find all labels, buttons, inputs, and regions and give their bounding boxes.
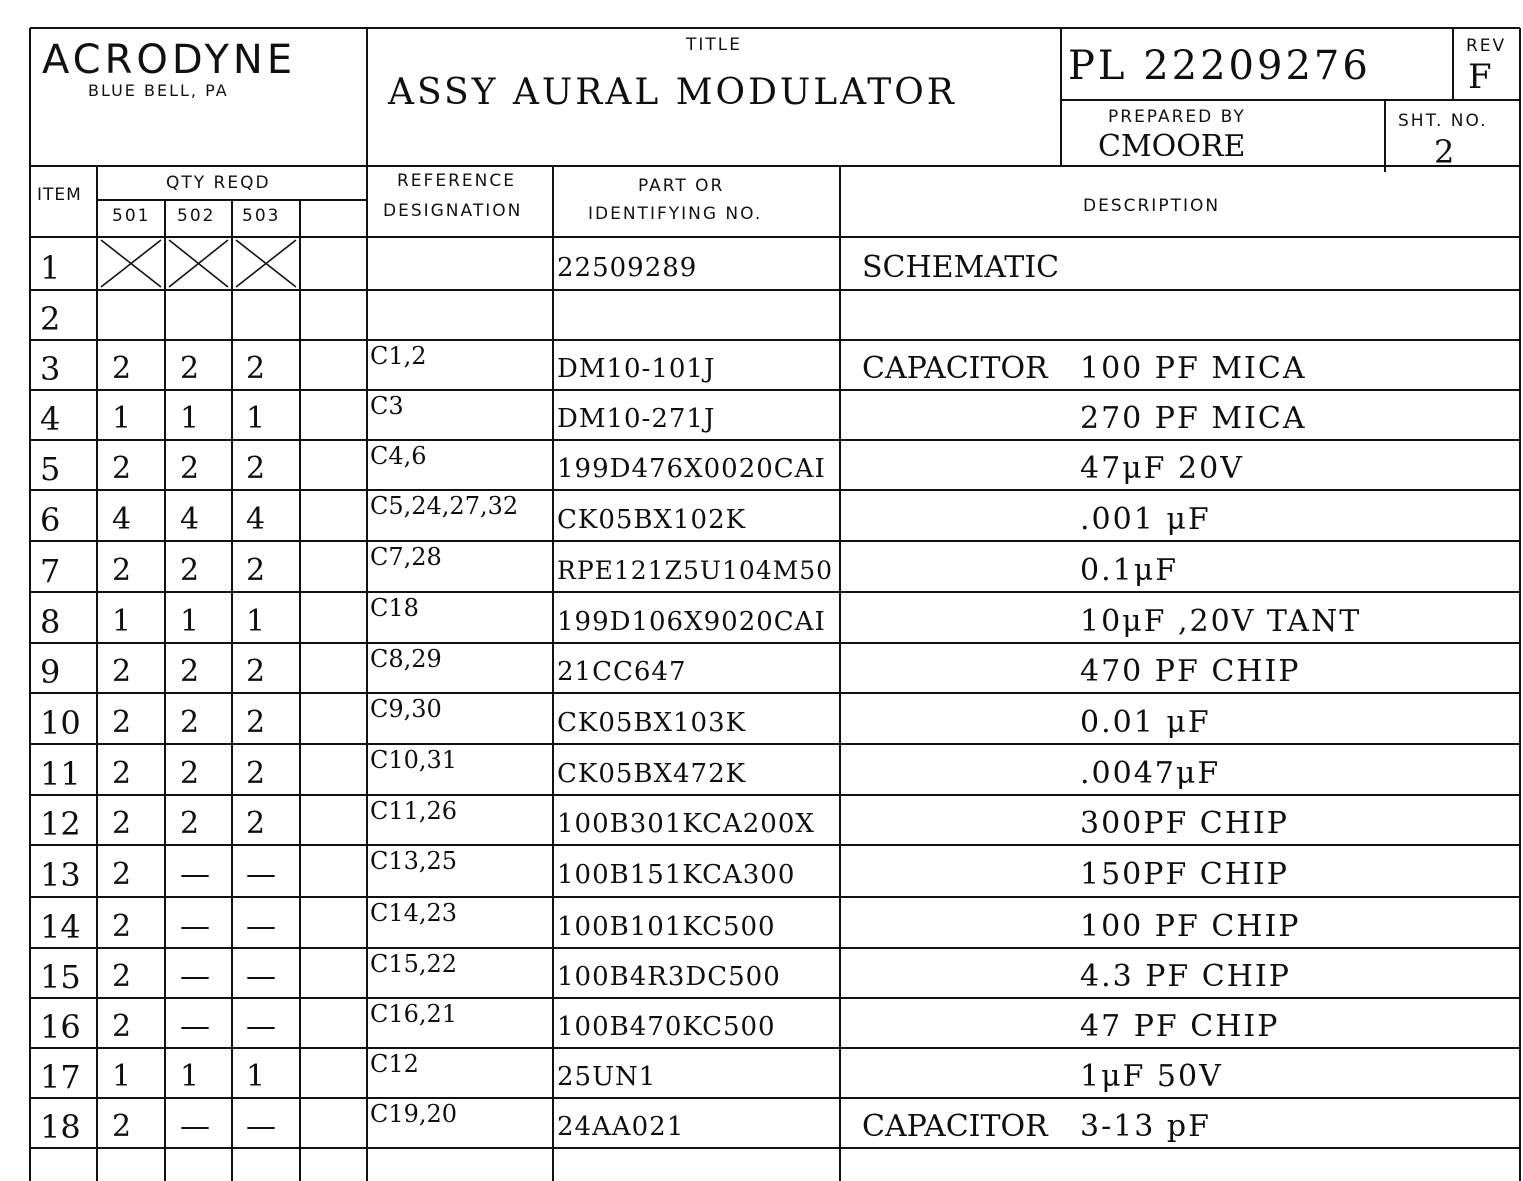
qty-501-cell: 2: [112, 756, 132, 791]
qty-502-cell: 2: [180, 553, 200, 588]
part-number-cell: 24AA021: [557, 1112, 685, 1142]
item-number-cell: 17: [40, 1058, 81, 1096]
qty-503-cell: —: [246, 857, 276, 892]
title-label: TITLE: [686, 35, 742, 55]
qty-503-cell: 1: [246, 1059, 266, 1094]
description-value-cell: 3-13 pF: [1080, 1109, 1211, 1144]
qty-501-cell: 2: [112, 1109, 132, 1144]
table-row: [0, 845, 1523, 897]
reference-designation-cell: C14,23: [370, 899, 458, 927]
col-part-header-2: IDENTIFYING NO.: [588, 204, 763, 224]
qty-503-cell: 2: [246, 351, 266, 386]
col-reference-header-1: REFERENCE: [397, 171, 516, 191]
table-row: [0, 237, 1523, 290]
item-number-cell: 12: [40, 805, 81, 843]
qty-501-cell: 1: [112, 1059, 132, 1094]
description-type-cell: CAPACITOR: [862, 351, 1048, 386]
qty-503-cell: —: [246, 1109, 276, 1144]
qty-503-cell: 2: [246, 654, 266, 689]
description-value-cell: 10μF ,20V TANT: [1080, 604, 1362, 639]
part-number-cell: RPE121Z5U104M50: [557, 556, 834, 585]
qty-503-cell: 2: [246, 553, 266, 588]
qty-502-cell: —: [180, 1109, 210, 1144]
item-number-cell: 6: [40, 501, 61, 539]
qty-503-cell: 1: [246, 604, 266, 639]
part-number-cell: 199D106X9020CAI: [557, 607, 826, 637]
reference-designation-cell: C7,28: [370, 543, 442, 571]
item-number-cell: 15: [40, 958, 81, 996]
qty-503-cell: 4: [246, 502, 266, 537]
qty-503-cell: —: [246, 1009, 276, 1044]
qty-502-cell: 2: [180, 705, 200, 740]
qty-501-cell: 1: [112, 401, 132, 436]
item-number-cell: 13: [40, 856, 81, 894]
qty-502-cell: —: [180, 1009, 210, 1044]
qty-502-cell: 2: [180, 451, 200, 486]
qty-503-cell: 2: [246, 756, 266, 791]
item-number-cell: 16: [40, 1008, 81, 1046]
table-row: [0, 541, 1523, 592]
item-number-cell: 5: [40, 450, 61, 488]
qty-503-cell: 1: [246, 401, 266, 436]
qty-502-cell: —: [180, 909, 210, 944]
qty-503-cell: —: [246, 959, 276, 994]
reference-designation-cell: C11,26: [370, 797, 458, 825]
company-location: BLUE BELL, PA: [88, 81, 229, 100]
item-number-cell: 7: [40, 552, 61, 590]
part-number-cell: CK05BX102K: [557, 505, 747, 535]
part-number-cell: 22509289: [557, 253, 698, 283]
reference-designation-cell: C3: [370, 392, 404, 420]
company-name: ACRODYNE: [42, 37, 297, 83]
qty-502-cell: 2: [180, 806, 200, 841]
table-row: [0, 440, 1523, 490]
qty-502-cell: 1: [180, 401, 200, 436]
part-number-cell: 100B470KC500: [557, 1012, 776, 1042]
qty-503-cell: 2: [246, 451, 266, 486]
item-number-cell: 1: [40, 249, 61, 287]
qty-501-cell: 2: [112, 553, 132, 588]
item-number-cell: 18: [40, 1108, 81, 1146]
description-value-cell: 300PF CHIP: [1080, 806, 1289, 841]
reference-designation-cell: C10,31: [370, 746, 458, 774]
col-qty-header: QTY REQD: [166, 173, 271, 193]
qty-501-cell: 2: [112, 1009, 132, 1044]
table-row: [0, 340, 1523, 390]
qty-502-cell: 2: [180, 756, 200, 791]
part-number-cell: 100B151KCA300: [557, 860, 796, 890]
table-row: [0, 744, 1523, 795]
table-row: [0, 390, 1523, 440]
item-number-cell: 10: [40, 704, 81, 742]
qty-501-cell: 1: [112, 604, 132, 639]
qty-503-cell: —: [246, 909, 276, 944]
reference-designation-cell: C19,20: [370, 1100, 458, 1128]
part-number-cell: 100B301KCA200X: [557, 809, 815, 839]
revision-letter: F: [1468, 57, 1492, 97]
item-number-cell: 4: [40, 400, 61, 438]
sheet-number: 2: [1434, 133, 1455, 171]
description-value-cell: 470 PF CHIP: [1080, 654, 1301, 689]
col-qty-502: 502: [177, 206, 216, 226]
description-value-cell: .0047μF: [1080, 756, 1221, 791]
table-row: [0, 592, 1523, 643]
reference-designation-cell: C13,25: [370, 847, 458, 875]
reference-designation-cell: C16,21: [370, 1000, 458, 1028]
table-row: [0, 998, 1523, 1048]
part-number-cell: DM10-271J: [557, 404, 716, 434]
part-number-cell: 25UN1: [557, 1062, 657, 1092]
qty-502-cell: 2: [180, 351, 200, 386]
reference-designation-cell: C4,6: [370, 442, 427, 470]
prepared-by-label: PREPARED BY: [1108, 107, 1246, 127]
table-row: [0, 795, 1523, 845]
qty-503-cell: 2: [246, 705, 266, 740]
reference-designation-cell: C1,2: [370, 342, 427, 370]
qty-502-cell: 2: [180, 654, 200, 689]
item-number-cell: 3: [40, 350, 61, 388]
reference-designation-cell: C8,29: [370, 645, 442, 673]
rev-label: REV: [1466, 36, 1507, 56]
table-row: [0, 897, 1523, 948]
part-number-cell: 21CC647: [557, 657, 687, 687]
table-row: [0, 693, 1523, 744]
qty-503-cell: 2: [246, 806, 266, 841]
qty-501-cell: 2: [112, 705, 132, 740]
description-value-cell: 0.1μF: [1080, 553, 1179, 588]
qty-501-cell: 2: [112, 351, 132, 386]
col-description-header: DESCRIPTION: [1083, 196, 1221, 216]
qty-501-cell: 2: [112, 959, 132, 994]
description-value-cell: 47μF 20V: [1080, 451, 1244, 486]
table-row: [0, 290, 1523, 340]
col-qty-501: 501: [112, 206, 151, 226]
table-row: [0, 1098, 1523, 1148]
part-list-number: PL 22209276: [1068, 43, 1371, 89]
description-value-cell: 0.01 μF: [1080, 705, 1211, 740]
table-row: [0, 1048, 1523, 1098]
qty-502-cell: —: [180, 959, 210, 994]
description-type-cell: CAPACITOR: [862, 1109, 1048, 1144]
sheet-number-label: SHT. NO.: [1398, 111, 1488, 131]
document-title: ASSY AURAL MODULATOR: [388, 72, 957, 113]
reference-designation-cell: C12: [370, 1050, 419, 1078]
qty-501-cell: 2: [112, 654, 132, 689]
description-value-cell: .001 μF: [1080, 502, 1211, 537]
description-type-cell: SCHEMATIC: [862, 250, 1060, 285]
qty-501-cell: 2: [112, 806, 132, 841]
qty-502-cell: —: [180, 857, 210, 892]
qty-501-cell: 2: [112, 909, 132, 944]
description-value-cell: 270 PF MICA: [1080, 401, 1307, 436]
table-row: [0, 948, 1523, 998]
reference-designation-cell: C18: [370, 594, 419, 622]
qty-501-cell: 4: [112, 502, 132, 537]
col-qty-503: 503: [242, 206, 281, 226]
part-number-cell: CK05BX472K: [557, 759, 747, 789]
reference-designation-cell: C5,24,27,32: [370, 492, 519, 520]
table-row: [0, 490, 1523, 541]
reference-designation-cell: C15,22: [370, 950, 458, 978]
item-number-cell: 14: [40, 908, 81, 946]
qty-502-cell: 1: [180, 604, 200, 639]
description-value-cell: 100 PF CHIP: [1080, 909, 1301, 944]
col-item-header: ITEM: [37, 185, 82, 205]
part-number-cell: CK05BX103K: [557, 708, 747, 738]
table-row: [0, 643, 1523, 693]
col-reference-header-2: DESIGNATION: [383, 201, 523, 221]
item-number-cell: 8: [40, 603, 61, 641]
item-number-cell: 9: [40, 653, 61, 691]
description-value-cell: 47 PF CHIP: [1080, 1009, 1280, 1044]
qty-501-cell: 2: [112, 857, 132, 892]
reference-designation-cell: C9,30: [370, 695, 442, 723]
description-value-cell: 1μF 50V: [1080, 1059, 1223, 1094]
description-value-cell: 100 PF MICA: [1080, 351, 1307, 386]
description-value-cell: 4.3 PF CHIP: [1080, 959, 1291, 994]
col-part-header-1: PART OR: [638, 176, 725, 196]
item-number-cell: 2: [40, 300, 61, 338]
part-number-cell: 100B101KC500: [557, 912, 776, 942]
part-number-cell: 199D476X0020CAI: [557, 454, 826, 484]
qty-502-cell: 4: [180, 502, 200, 537]
qty-501-cell: 2: [112, 451, 132, 486]
qty-502-cell: 1: [180, 1059, 200, 1094]
description-value-cell: 150PF CHIP: [1080, 857, 1289, 892]
prepared-by-name: CMOORE: [1098, 129, 1246, 164]
part-number-cell: 100B4R3DC500: [557, 962, 781, 992]
part-number-cell: DM10-101J: [557, 354, 716, 384]
item-number-cell: 11: [40, 755, 81, 793]
